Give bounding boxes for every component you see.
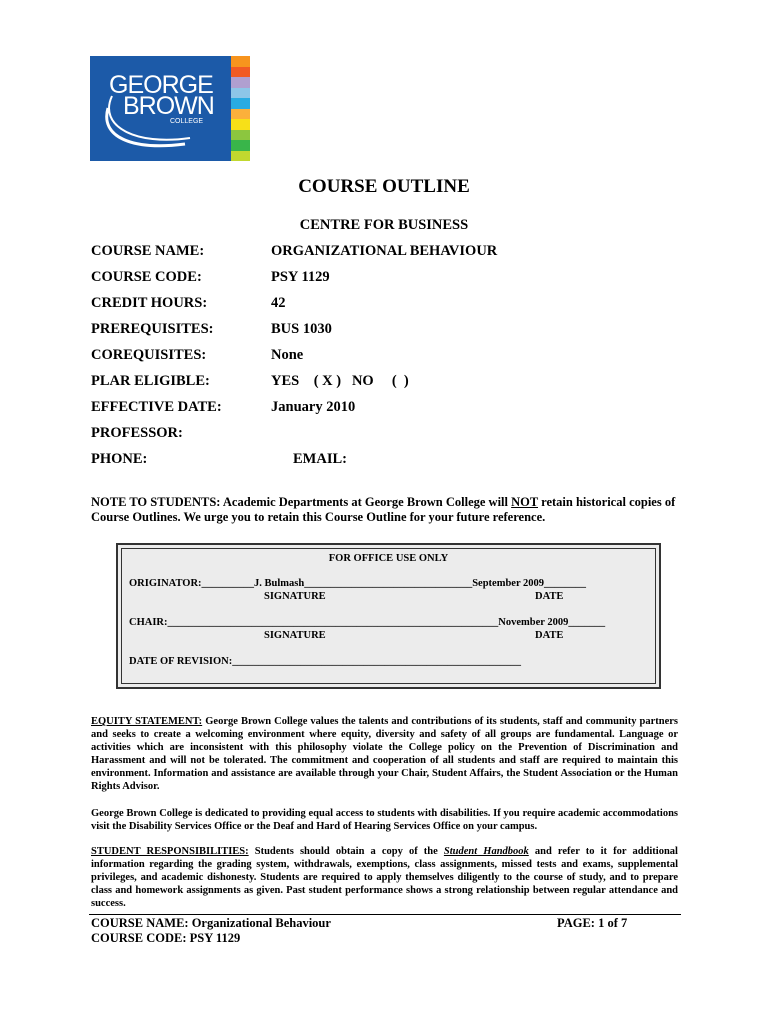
course-name-label: COURSE NAME: — [91, 243, 205, 259]
footer-course-name: COURSE NAME: Organizational Behaviour — [91, 916, 331, 930]
corequisites-label: COREQUISITES: — [91, 347, 207, 363]
email-label: EMAIL: — [293, 451, 347, 467]
chair-date-caption: DATE — [535, 630, 564, 641]
disability-statement: George Brown College is dedicated to providing equal access to students with disabilities. If you require academic accommodations visit the Disability Services Office or the Deaf and Hard of Hearing Services Office on your campus. — [91, 808, 678, 832]
effective-date-value: January 2010 — [271, 399, 356, 415]
responsibilities-text-1: Students should obtain a copy of the — [248, 846, 444, 857]
logo-stripe — [231, 151, 250, 162]
note-to-students — [91, 495, 681, 525]
course-code-label: COURSE CODE: — [91, 269, 202, 285]
equity-heading: EQUITY STATEMENT: — [91, 716, 203, 727]
credit-hours-value: 42 — [271, 295, 286, 311]
note-prefix: NOTE TO STUDENTS: Academic Departments at George Brown College will — [91, 495, 512, 509]
note-emphasis: NOT — [511, 495, 538, 509]
logo-stripe — [231, 88, 250, 99]
logo-word-george: GEORGE — [109, 71, 213, 99]
credit-hours-label: CREDIT HOURS: — [91, 295, 208, 311]
plar-eligible-value: YES ( X ) NO ( ) — [271, 373, 409, 389]
course-name-value: ORGANIZATIONAL BEHAVIOUR — [271, 243, 498, 259]
date-of-revision-line: DATE OF REVISION:_______________________________________________________ — [129, 656, 522, 667]
office-use-title: FOR OFFICE USE ONLY — [328, 553, 449, 564]
equity-text: George Brown College values the talents and contributions of its students, staff and community partners and seeks to create a welcoming environment where equity, diversity and safety of all groups are fundamental. Language or activities which are inconsistent with this philosophy violate the College policy on the Prevention of Discrimination and Harassment and will not be tolerated. The commitment and cooperation of all students and staff are required to maintain this environment. Information and assistance are available through your Chair, Student Affairs, the Student Association or the Human Rights Advisor. — [91, 716, 678, 792]
footer-page-number: PAGE: 1 of 7 — [557, 916, 628, 930]
logo-stripe — [231, 109, 250, 120]
george-brown-logo — [90, 56, 250, 161]
office-use-box — [116, 543, 661, 689]
student-responsibilities — [91, 845, 678, 910]
phone-label: PHONE: — [91, 451, 148, 467]
chair-line: CHAIR:_______________________________________________________________November 2009_______ — [129, 617, 606, 628]
centre-subtitle: CENTRE FOR BUSINESS — [299, 217, 469, 233]
originator-signature-caption: SIGNATURE — [264, 591, 326, 602]
chair-signature-caption: SIGNATURE — [264, 630, 326, 641]
originator-line: ORIGINATOR:__________J. Bulmash________________________________September 2009________ — [129, 578, 587, 589]
responsibilities-text-2: and refer to it for additional information regarding the grading system, withdrawals, exemptions, class assignments, missed tests and exams, supplemental privileges, and academic dishonesty. Students are required to apply themselves diligently to the course of study, and to prepare class and homework assignments as given. Past student performance shows a strong relationship between regular attendance and success. — [91, 846, 678, 909]
logo-stripe — [231, 56, 250, 67]
plar-eligible-label: PLAR ELIGIBLE: — [91, 373, 210, 389]
logo-word-college: COLLEGE — [170, 118, 204, 125]
originator-date-caption: DATE — [535, 591, 564, 602]
logo-word-brown: BROWN — [123, 92, 214, 120]
logo-color-stripes — [231, 56, 250, 161]
logo-stripe — [231, 77, 250, 88]
logo-stripe — [231, 130, 250, 141]
prerequisites-value: BUS 1030 — [271, 321, 332, 337]
footer-divider — [89, 914, 681, 915]
prerequisites-label: PREREQUISITES: — [91, 321, 214, 337]
page-title: COURSE OUTLINE — [298, 176, 470, 197]
effective-date-label: EFFECTIVE DATE: — [91, 399, 222, 415]
note-suffix: retain historical copies of Course Outlines. We urge you to retain this Course Outline for your future reference. — [91, 495, 676, 524]
logo-stripe — [231, 140, 250, 151]
responsibilities-heading: STUDENT RESPONSIBILITIES: — [91, 846, 249, 857]
logo-stripe — [231, 98, 250, 109]
course-code-value: PSY 1129 — [271, 269, 330, 285]
logo-stripe — [231, 119, 250, 130]
logo-stripe — [231, 67, 250, 78]
student-handbook-title: Student Handbook — [443, 846, 529, 857]
equity-statement — [91, 715, 678, 793]
footer-course-code: COURSE CODE: PSY 1129 — [91, 931, 241, 945]
professor-label: PROFESSOR: — [91, 425, 183, 441]
corequisites-value: None — [271, 347, 304, 363]
